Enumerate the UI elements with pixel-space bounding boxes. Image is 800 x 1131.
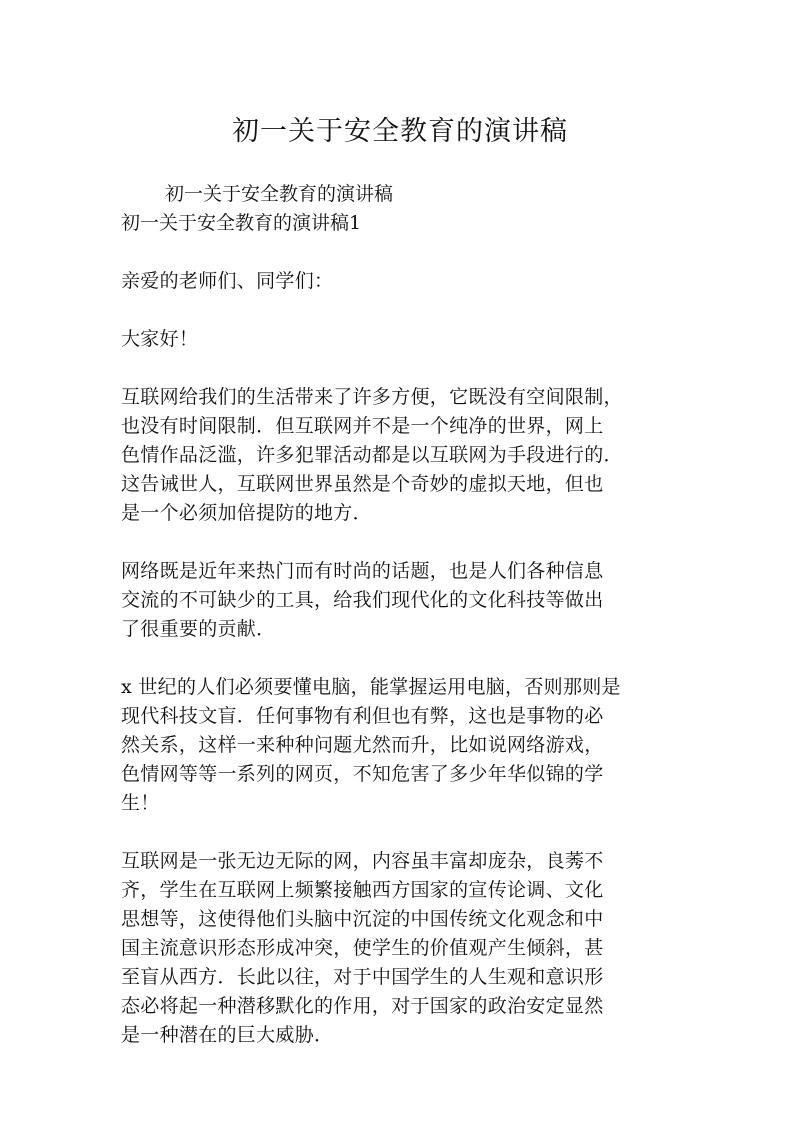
section-heading: 初一关于安全教育的演讲稿1 bbox=[121, 212, 362, 234]
paragraph-line: 交流的不可缺少的工具，给我们现代化的文化科技等做出 bbox=[121, 589, 604, 611]
paragraph-line: 现代科技文盲．任何事物有利但也有弊，这也是事物的必 bbox=[121, 705, 604, 727]
subtitle: 初一关于安全教育的演讲稿 bbox=[165, 183, 394, 205]
paragraph-line: x 世纪的人们必须要懂电脑，能掌握运用电脑，否则那则是 bbox=[121, 676, 621, 698]
paragraph-line: 态必将起一种潜移默化的作用，对于国家的政治安定显然 bbox=[121, 995, 604, 1017]
greeting-paragraph bbox=[121, 325, 681, 354]
paragraph-line: 了很重要的贡献． bbox=[121, 618, 276, 640]
salutation: 亲爱的老师们、同学们： bbox=[121, 270, 334, 292]
paragraph-line: 互联网给我们的生活带来了许多方便，它既没有空间限制， bbox=[121, 386, 623, 408]
paragraph-line: 生！ bbox=[121, 792, 160, 814]
paragraph-line: 这告诫世人，互联网世界虽然是个奇妙的虚拟天地，但也 bbox=[121, 473, 604, 495]
page-title: 初一关于安全教育的演讲稿 bbox=[232, 116, 568, 147]
paragraph-line: 是一个必须加倍提防的地方． bbox=[121, 502, 372, 524]
paragraph-3 bbox=[121, 673, 681, 818]
paragraph-line: 思想等，这使得他们头脑中沉淀的中国传统文化观念和中 bbox=[121, 908, 604, 930]
paragraph-line: 互联网是一张无边无际的网，内容虽丰富却庞杂，良莠不 bbox=[121, 850, 604, 872]
paragraph-line: 色情网等等一系列的网页，不知危害了多少年华似锦的学 bbox=[121, 763, 604, 785]
salutation-paragraph bbox=[121, 267, 681, 296]
paragraph-line: 网络既是近年来热门而有时尚的话题，也是人们各种信息 bbox=[121, 560, 604, 582]
paragraph-line: 然关系，这样一来种种问题尤然而升，比如说网络游戏， bbox=[121, 734, 604, 756]
paragraph-line: 齐，学生在互联网上频繁接触西方国家的宣传论调、文化 bbox=[121, 879, 604, 901]
greeting: 大家好！ bbox=[121, 328, 199, 350]
paragraph-line: 是一种潜在的巨大威胁． bbox=[121, 1024, 334, 1046]
paragraph-4 bbox=[121, 847, 681, 1050]
paragraph-line: 国主流意识形态形成冲突，使学生的价值观产生倾斜，甚 bbox=[121, 937, 604, 959]
paragraph-line: 也没有时间限制．但互联网并不是一个纯净的世界，网上 bbox=[121, 415, 604, 437]
paragraph-line: 至盲从西方．长此以往，对于中国学生的人生观和意识形 bbox=[121, 966, 604, 988]
paragraph-1 bbox=[121, 383, 681, 528]
paragraph-2 bbox=[121, 557, 681, 644]
paragraph-line: 色情作品泛滥，许多犯罪活动都是以互联网为手段进行的． bbox=[121, 444, 623, 466]
document-body bbox=[121, 180, 681, 1050]
